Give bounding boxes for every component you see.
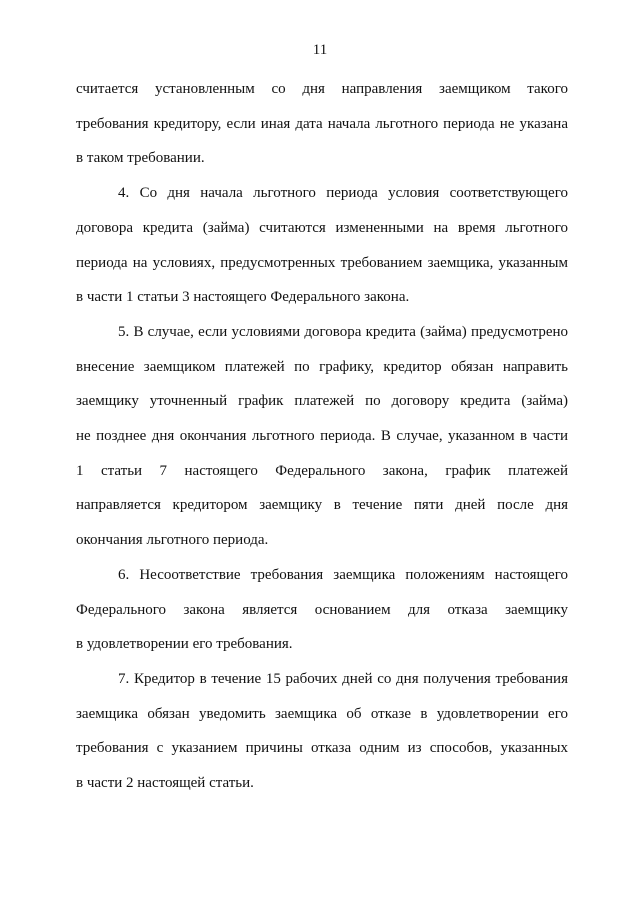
text-line: внесение заемщиком платежей по графику, кредитор обязан направить	[76, 358, 568, 375]
text-line: не позднее дня окончания льготного периода. В случае, указанном в части	[76, 428, 568, 445]
text-line: направляется кредитором заемщику в течение пяти дней после дня	[76, 497, 568, 514]
text-line: в таком требовании.	[76, 150, 205, 167]
paragraph	[76, 558, 568, 662]
paragraph	[76, 72, 568, 176]
page-number: 11	[312, 42, 328, 58]
text-line: периода на условиях, предусмотренных требованием заемщика, указанным	[76, 254, 568, 271]
paragraph	[76, 315, 568, 558]
text-line: требования кредитору, если иная дата начала льготного периода не указана	[76, 115, 568, 132]
text-line: договора кредита (займа) считаются измененными на время льготного	[76, 219, 568, 236]
text-line: 4. Со дня начала льготного периода условия соответствующего	[118, 185, 568, 202]
text-line: требования с указанием причины отказа одним из способов, указанных	[76, 740, 568, 757]
text-line: в удовлетворении его требования.	[76, 636, 293, 653]
text-line: 1 статьи 7 настоящего Федерального закона, график платежей	[76, 462, 568, 479]
text-line: 5. В случае, если условиями договора кредита (займа) предусмотрено	[118, 323, 568, 340]
paragraph	[76, 176, 568, 315]
text-line: считается установленным со дня направления заемщиком такого	[76, 81, 568, 97]
text-line: заемщика обязан уведомить заемщика об отказе в удовлетворении его	[76, 705, 568, 722]
text-line: заемщику уточненный график платежей по договору кредита (займа)	[76, 393, 568, 410]
text-line: окончания льготного периода.	[76, 532, 269, 549]
document-body	[76, 72, 568, 801]
paragraph	[76, 662, 568, 801]
text-line: в части 1 статьи 3 настоящего Федерального закона.	[76, 289, 410, 306]
text-line: Федерального закона является основанием для отказа заемщику	[76, 601, 568, 618]
text-line: 7. Кредитор в течение 15 рабочих дней со дня получения требования	[118, 670, 568, 687]
text-line: в части 2 настоящей статьи.	[76, 775, 254, 792]
text-line: 6. Несоответствие требования заемщика положениям настоящего	[118, 566, 568, 583]
